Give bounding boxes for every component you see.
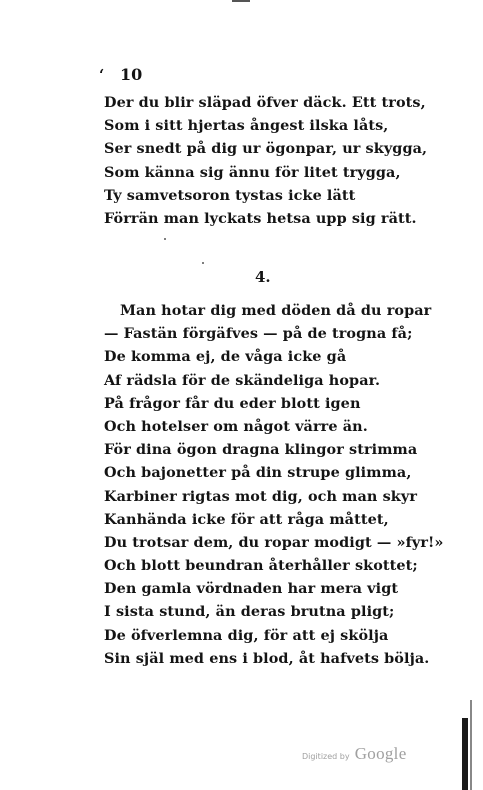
poem-line: Och bajonetter på din strupe glimma, [104, 464, 412, 482]
print-speck [202, 262, 204, 264]
poem-line: På frågor får du eder blott igen [104, 394, 361, 412]
poem-line: Sin själ med ens i blod, åt hafvets bölja. [104, 649, 430, 667]
print-speck [164, 238, 166, 240]
poem-line: Ty samvetsoron tystas icke lätt [104, 186, 356, 204]
digitized-watermark [302, 744, 407, 764]
poem-line: För dina ögon dragna klingor strimma [104, 441, 418, 459]
poem-line: — Fastän förgäfves — på de trogna få; [104, 325, 413, 343]
poem-line: Der du blir släpad öfver däck. Ett trots, [104, 94, 426, 111]
poem-line: Af rädsla för de skändeliga hopar. [104, 371, 381, 389]
top-rule [232, 0, 250, 2]
stanza-two [104, 299, 444, 670]
poem-line: Kanhända icke för att råga måttet, [104, 510, 389, 528]
poem-line: Du trotsar dem, du ropar modigt — »fyr!» [104, 533, 444, 551]
poem-line: Den gamla vördnaden har mera vigt [104, 580, 399, 598]
poem-line: Karbiner rigtas mot dig, och man skyr [104, 487, 418, 505]
page-mark: ‘ [99, 66, 105, 84]
page-number: 10 [120, 65, 143, 84]
poem-line: De komma ej, de våga icke gå [104, 348, 347, 366]
poem-line: Som i sitt hjertas ångest ilska låts, [104, 117, 389, 135]
poem-line: Och blott beundran återhåller skottet; [104, 557, 418, 575]
poem-line: I sista stund, än deras brutna pligt; [104, 603, 395, 621]
poem-line: Ser snedt på dig ur ögonpar, ur skygga, [104, 140, 428, 158]
stanza-one [104, 91, 427, 230]
poem-line: Som känna sig ännu för litet trygga, [104, 163, 401, 181]
poem-line: Förrän man lyckats hetsa upp sig rätt. [104, 209, 417, 227]
section-number: 4. [255, 268, 271, 286]
watermark-brand: Google [354, 744, 407, 763]
watermark-prefix: Digitized by [302, 752, 350, 761]
page-edge-shadow [470, 700, 472, 790]
page-edge [462, 718, 468, 790]
poem-line: De öfverlemna dig, för att ej skölja [104, 626, 389, 644]
poem-line: Och hotelser om något värre än. [104, 417, 368, 435]
poem-line: Man hotar dig med döden då du ropar [120, 302, 432, 319]
